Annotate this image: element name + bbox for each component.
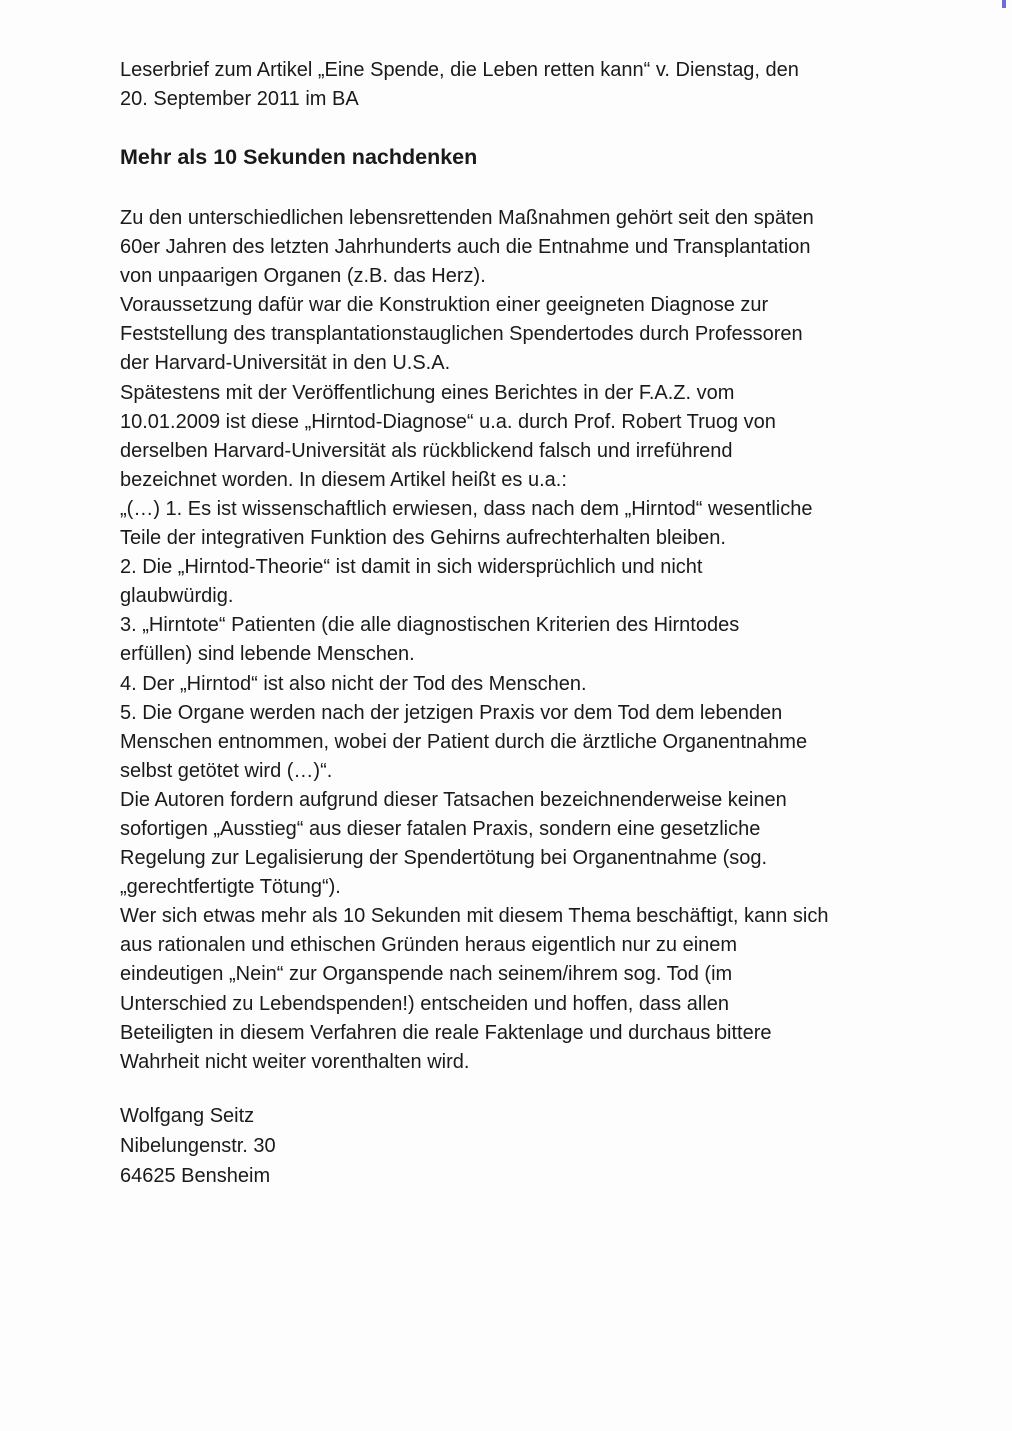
body-line: selbst getötet wird (…)“.: [120, 759, 333, 782]
signature-city: 64625 Bensheim: [120, 1165, 271, 1187]
letter-body: [120, 204, 900, 1077]
body-line: 2. Die „Hirntod-Theorie“ ist damit in sich widersprüchlich und nicht: [120, 556, 703, 579]
body-line: Regelung zur Legalisierung der Spendertötung bei Organentnahme (sog.: [120, 847, 768, 870]
body-line: 4. Der „Hirntod“ ist also nicht der Tod des Menschen.: [120, 672, 587, 695]
signature-block: [120, 1101, 276, 1191]
scan-edge-mark: [1002, 0, 1006, 8]
body-line: aus rationalen und ethischen Gründen heraus eigentlich nur zu einem: [120, 934, 738, 957]
body-line: Spätestens mit der Veröffentlichung eines Berichtes in der F.A.Z. vom: [120, 381, 735, 404]
body-line: 60er Jahren des letzten Jahrhunderts auch die Entnahme und Transplantation: [120, 236, 811, 259]
body-line: sofortigen „Ausstieg“ aus dieser fatalen Praxis, sondern eine gesetzliche: [120, 817, 761, 840]
body-line: Voraussetzung dafür war die Konstruktion einer geeigneten Diagnose zur: [120, 294, 769, 317]
body-line: eindeutigen „Nein“ zur Organspende nach seinem/ihrem sog. Tod (im: [120, 963, 733, 986]
letter-subject: [120, 56, 799, 114]
body-line: derselben Harvard-Universität als rückblickend falsch und irreführend: [120, 439, 733, 462]
body-line: Die Autoren fordern aufgrund dieser Tatsachen bezeichnenderweise keinen: [120, 788, 787, 811]
body-line: von unpaarigen Organen (z.B. das Herz).: [120, 265, 486, 288]
body-line: 10.01.2009 ist diese „Hirntod-Diagnose“ u.a. durch Prof. Robert Truog von: [120, 410, 776, 433]
body-line: Teile der integrativen Funktion des Gehirns aufrechterhalten bleiben.: [120, 527, 726, 550]
signature-name: Wolfgang Seitz: [120, 1105, 255, 1127]
subject-line: Leserbrief zum Artikel „Eine Spende, die Leben retten kann“ v. Dienstag, den: [120, 59, 799, 81]
body-line: „gerechtfertigte Tötung“).: [120, 876, 341, 899]
body-line: Wer sich etwas mehr als 10 Sekunden mit diesem Thema beschäftigt, kann sich: [120, 905, 829, 928]
body-line: „(…) 1. Es ist wissenschaftlich erwiesen, dass nach dem „Hirntod“ wesentliche: [120, 497, 813, 520]
body-line: Menschen entnommen, wobei der Patient durch die ärztliche Organentnahme: [120, 730, 808, 753]
letter-heading: Mehr als 10 Sekunden nachdenken: [120, 145, 478, 169]
subject-line: 20. September 2011 im BA: [120, 88, 359, 110]
body-line: Beteiligten in diesem Verfahren die reale Faktenlage und durchaus bittere: [120, 1021, 772, 1044]
signature-street: Nibelungenstr. 30: [120, 1135, 276, 1157]
body-line: 3. „Hirntote“ Patienten (die alle diagnostischen Kriterien des Hirntodes: [120, 614, 740, 637]
body-line: 5. Die Organe werden nach der jetzigen Praxis vor dem Tod dem lebenden: [120, 701, 783, 724]
body-line: glaubwürdig.: [120, 585, 234, 608]
body-line: Wahrheit nicht weiter vorenthalten wird.: [120, 1050, 470, 1073]
body-line: bezeichnet worden. In diesem Artikel heißt es u.a.:: [120, 468, 567, 491]
body-line: Feststellung des transplantationstauglichen Spendertodes durch Professoren: [120, 323, 803, 346]
body-line: erfüllen) sind lebende Menschen.: [120, 643, 415, 666]
body-line: der Harvard-Universität in den U.S.A.: [120, 352, 451, 375]
body-line: Zu den unterschiedlichen lebensrettenden Maßnahmen gehört seit den späten: [120, 207, 814, 229]
body-line: Unterschied zu Lebendspenden!) entscheiden und hoffen, dass allen: [120, 992, 729, 1015]
